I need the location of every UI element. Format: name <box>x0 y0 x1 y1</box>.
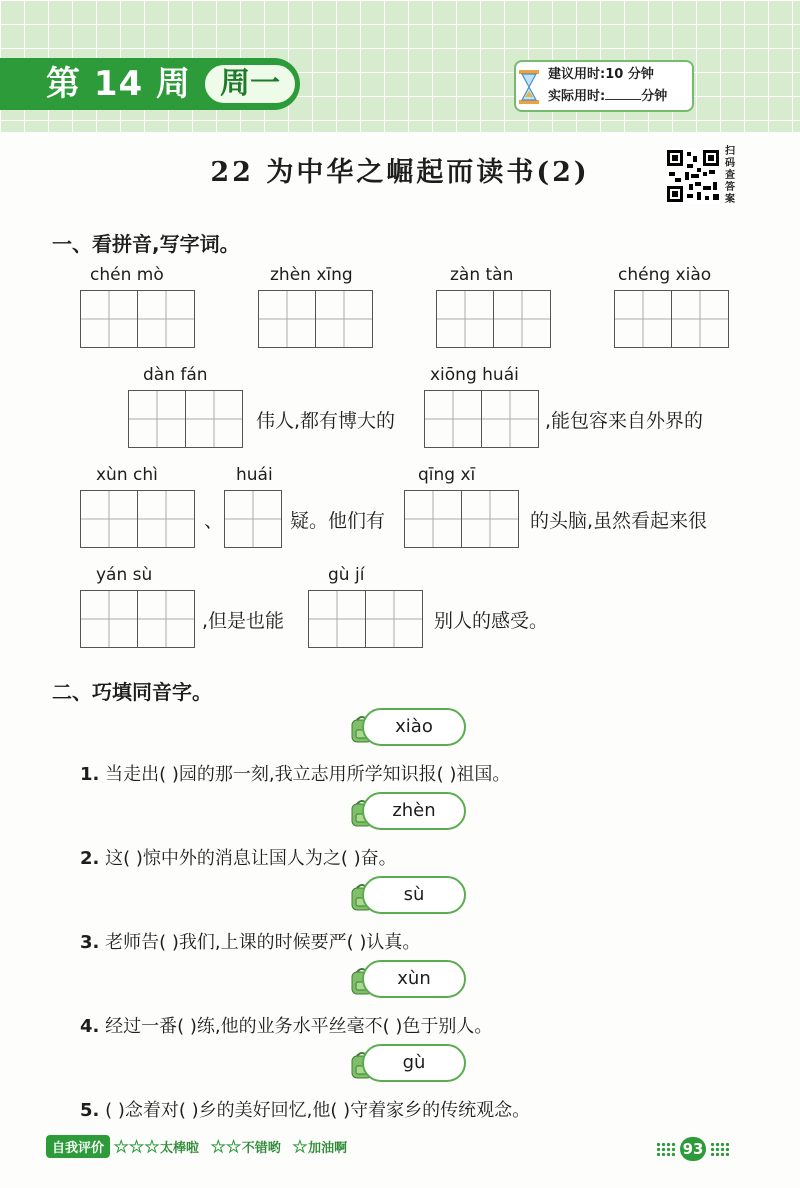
answer-boxes-10[interactable] <box>80 590 193 648</box>
pinyin-qingxi: qīng xī <box>418 465 476 485</box>
lesson-title: 22 为中华之崛起而读书(2) <box>210 157 590 188</box>
section2-heading: 二、巧填同音字。 <box>52 680 212 704</box>
week-label: 第 14 周 <box>46 64 191 104</box>
question-1: 1. 当走出( )园的那一刻,我立志用所学知识报( )祖国。 <box>80 764 511 785</box>
pinyin-zantan: zàn tàn <box>450 265 514 285</box>
sentence-text: ,能包容来自外界的 <box>545 410 704 432</box>
answer-boxes-1[interactable] <box>80 290 193 348</box>
level-great: 太棒啦 <box>160 1141 200 1156</box>
answer-boxes-6[interactable] <box>424 390 537 448</box>
pinyin-xunchi: xùn chì <box>96 465 158 485</box>
sentence-text: ,但是也能 <box>202 610 285 632</box>
time-box <box>514 60 694 112</box>
sentence-text: 疑。他们有 <box>290 510 386 532</box>
level-good: 不错哟 <box>241 1141 281 1156</box>
question-5: 5. ( )念着对( )乡的美好回忆,他( )守着家乡的传统观念。 <box>80 1100 531 1121</box>
section1-heading: 一、看拼音,写字词。 <box>52 232 240 256</box>
answer-box-8[interactable] <box>224 490 281 548</box>
sentence-text: 伟人,都有博大的 <box>256 410 396 432</box>
answer-boxes-5[interactable] <box>128 390 241 448</box>
pinyin-danfan: dàn fán <box>143 365 208 385</box>
pinyin-zhenxing: zhèn xīng <box>270 265 353 285</box>
pinyin-pill-2: zhèn <box>362 792 466 830</box>
pinyin-guji: gù jí <box>328 565 365 585</box>
page-number-badge <box>652 1137 732 1161</box>
pinyin-chengxiao: chéng xiào <box>618 265 712 285</box>
dots-decoration <box>710 1142 730 1156</box>
day-label: 周一 <box>202 62 298 106</box>
star-icon[interactable]: ★ <box>292 1137 308 1156</box>
self-eval-tag: 自我评价 <box>46 1135 110 1158</box>
dots-decoration <box>656 1142 676 1156</box>
sentence-text: 别人的感受。 <box>434 610 549 632</box>
hourglass-icon <box>518 70 540 104</box>
answer-boxes-4[interactable] <box>614 290 727 348</box>
pinyin-chenmo: chén mò <box>90 265 164 285</box>
page-number: 93 <box>680 1137 706 1161</box>
pinyin-huai: huái <box>236 465 273 485</box>
star-icon[interactable]: ★ <box>211 1137 226 1156</box>
star-icon[interactable]: ★ <box>114 1137 129 1156</box>
answer-boxes-7[interactable] <box>80 490 193 548</box>
qr-code-icon[interactable] <box>665 148 721 204</box>
answer-boxes-9[interactable] <box>404 490 517 548</box>
pinyin-xionghuai: xiōng huái <box>430 365 519 385</box>
answer-boxes-2[interactable] <box>258 290 371 348</box>
actual-time: 实际用时: 分钟 <box>548 89 668 104</box>
question-3: 3. 老师告( )我们,上课的时候要严( )认真。 <box>80 932 421 953</box>
answer-boxes-11[interactable] <box>308 590 421 648</box>
sentence-text: 的头脑,虽然看起来很 <box>530 510 708 532</box>
star-icon[interactable]: ★ <box>226 1137 241 1156</box>
separator-text: 、 <box>204 510 224 532</box>
suggested-time: 建议用时:10 分钟 <box>548 67 654 82</box>
pinyin-yansu: yán sù <box>96 565 153 585</box>
star-icon[interactable]: ★ <box>144 1137 160 1156</box>
pinyin-pill-3: sù <box>362 876 466 914</box>
question-2: 2. 这( )惊中外的消息让国人为之( )奋。 <box>80 848 397 869</box>
question-4: 4. 经过一番( )练,他的业务水平丝毫不( )色于别人。 <box>80 1016 493 1037</box>
pinyin-pill-5: gù <box>362 1044 466 1082</box>
self-evaluation <box>46 1135 347 1158</box>
star-icon[interactable]: ★ <box>129 1137 144 1156</box>
pinyin-pill-4: xùn <box>362 960 466 998</box>
qr-label: 扫码查答案 <box>725 146 735 205</box>
pinyin-pill-1: xiào <box>362 708 466 746</box>
level-keep-going: 加油啊 <box>308 1141 348 1156</box>
answer-boxes-3[interactable] <box>436 290 549 348</box>
